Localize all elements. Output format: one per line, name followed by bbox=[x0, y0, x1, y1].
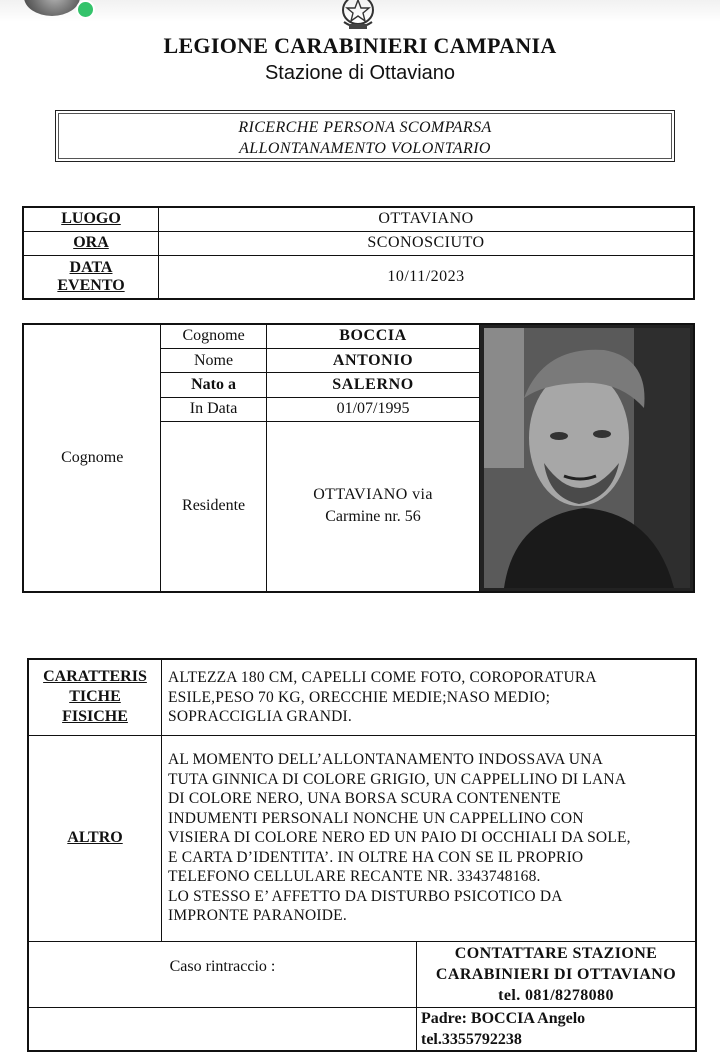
page-subtitle: Stazione di Ottaviano bbox=[264, 62, 456, 84]
altro-line: VISIERA DI COLORE NERO ED UN PAIO DI OCCHIALI DA SOLE, bbox=[168, 829, 631, 847]
person-photo bbox=[484, 328, 690, 588]
altro-line: DI COLORE NERO, UNA BORSA SCURA CONTENENTE bbox=[168, 790, 561, 808]
caratteristiche-line: ESILE,PESO 70 KG, ORECCHIE MEDIE;NASO MEDIO; bbox=[168, 688, 551, 706]
data-label-line: DATA bbox=[69, 258, 113, 276]
photo-cell bbox=[480, 324, 694, 592]
data-evento-value: 10/11/2023 bbox=[159, 255, 695, 299]
in-data-value: 01/07/1995 bbox=[266, 397, 480, 421]
altro-line: E CARTA D’IDENTITA’. IN OLTRE HA CON SE IL PROPRIO bbox=[168, 848, 584, 866]
event-table bbox=[22, 206, 695, 300]
cognome-value: BOCCIA bbox=[266, 324, 480, 348]
nome-value: ANTONIO bbox=[266, 348, 480, 372]
altro-line: TUTA GINNICA DI COLORE GRIGIO, UN CAPPELLINO DI LANA bbox=[168, 770, 627, 788]
altro-label: ALTRO bbox=[28, 735, 162, 941]
details-table bbox=[27, 658, 697, 1052]
residente-label: Residente bbox=[161, 421, 266, 592]
online-status-icon bbox=[76, 0, 95, 19]
in-data-label: In Data bbox=[161, 397, 266, 421]
altro-text bbox=[162, 735, 697, 941]
rintraccio-label: Caso rintraccio : bbox=[28, 941, 417, 1007]
ora-value: SCONOSCIUTO bbox=[159, 231, 695, 255]
altro-line: TELEFONO CELLULARE RECANTE NR. 3343748168. bbox=[168, 868, 541, 886]
nome-label: Nome bbox=[161, 348, 266, 372]
residente-value bbox=[266, 421, 480, 592]
data-evento-label bbox=[23, 255, 159, 299]
caratteristiche-label-line: FISICHE bbox=[62, 708, 128, 726]
cognome-label: Cognome bbox=[161, 324, 266, 348]
caratteristiche-line: SOPRACCIGLIA GRANDI. bbox=[168, 708, 352, 725]
notice-line: ALLONTANAMENTO VOLONTARIO bbox=[239, 140, 491, 157]
person-portrait-icon bbox=[484, 328, 690, 588]
ora-label: ORA bbox=[23, 231, 159, 255]
nato-value: SALERNO bbox=[266, 373, 480, 397]
nato-label: Nato a bbox=[161, 373, 266, 397]
empty-cell bbox=[28, 1007, 417, 1051]
person-table bbox=[22, 323, 695, 593]
caratteristiche-label-line: TICHE bbox=[69, 688, 121, 706]
caratteristiche-line: ALTEZZA 180 CM, CAPELLI COME FOTO, COROPORATURA bbox=[168, 669, 597, 686]
republic-emblem-icon bbox=[332, 0, 384, 32]
altro-line: LO STESSO E’ AFFETTO DA DISTURBO PSICOTICO DA bbox=[168, 887, 563, 905]
contact-cell bbox=[417, 941, 697, 1007]
caratteristiche-label-line: CARATTERIS bbox=[43, 668, 147, 686]
altro-line: INDUMENTI PERSONALI NONCHE UN CAPPELLINO CON bbox=[168, 809, 584, 827]
altro-line: IMPRONTE PARANOIDE. bbox=[168, 907, 347, 925]
notice-box bbox=[55, 110, 675, 162]
luogo-value: OTTAVIANO bbox=[159, 207, 695, 231]
altro-line: AL MOMENTO DELL’ALLONTANAMENTO INDOSSAVA UNA bbox=[168, 751, 603, 769]
padre-cell bbox=[417, 1007, 697, 1051]
contact-line: CARABINIERI DI OTTAVIANO bbox=[435, 965, 677, 983]
contact-phone: tel. 081/8278080 bbox=[498, 986, 614, 1004]
notice-line: RICERCHE PERSONA SCOMPARSA bbox=[238, 119, 492, 136]
contact-line: CONTATTARE STAZIONE bbox=[454, 944, 658, 962]
caratteristiche-text bbox=[162, 659, 697, 735]
page-title: LEGIONE CARABINIERI CAMPANIA bbox=[163, 33, 557, 58]
person-section-label: Cognome bbox=[23, 324, 161, 592]
luogo-label: LUOGO bbox=[23, 207, 159, 231]
data-label-line: EVENTO bbox=[57, 276, 125, 294]
caratteristiche-label bbox=[28, 659, 162, 735]
residente-line: Carmine nr. 56 bbox=[325, 508, 421, 526]
padre-line: Padre: BOCCIA Angelo bbox=[421, 1009, 586, 1027]
residente-line: OTTAVIANO via bbox=[313, 486, 433, 504]
padre-phone: tel.3355792238 bbox=[421, 1030, 522, 1048]
